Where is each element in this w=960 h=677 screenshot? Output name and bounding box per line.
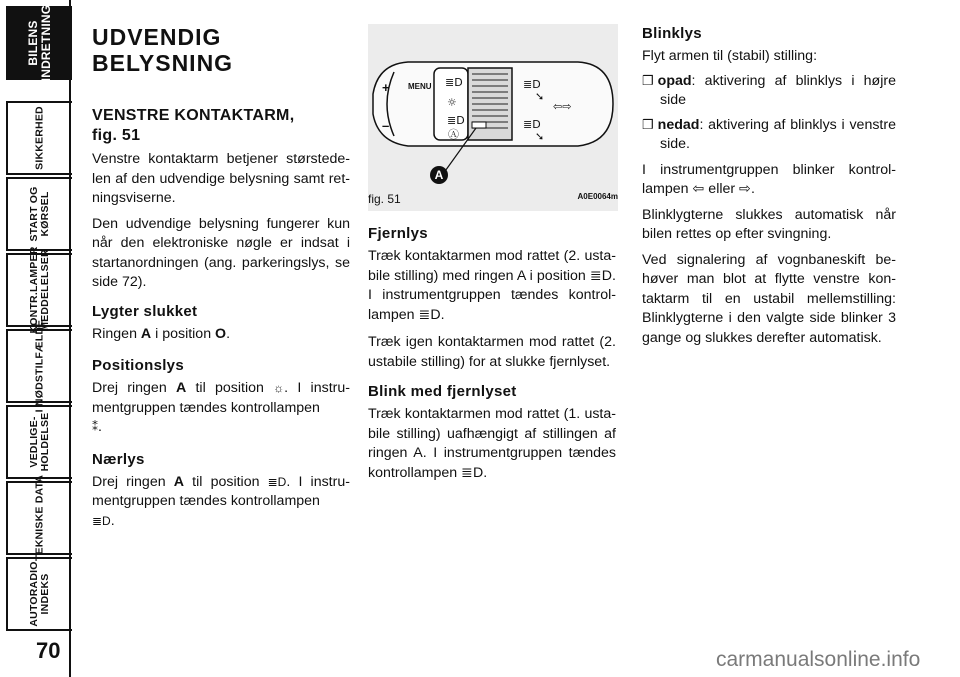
callout-a: A (430, 166, 448, 184)
heading-line: fig. 51 (92, 127, 141, 144)
column-middle (368, 224, 616, 483)
checkbox-bullet-icon: ❒ (642, 116, 654, 132)
tab-nodstilfaelde[interactable] (6, 319, 72, 413)
page-number: 70 (36, 638, 61, 663)
tab-label: AUTORADIO INDEKS (28, 561, 51, 627)
paragraph: Flyt armen til (stabil) stilling: (642, 48, 818, 64)
subheading: Fjernlys (368, 225, 428, 242)
svg-text:≣D: ≣D (523, 118, 541, 131)
tab-label: VEDLIGE- HOLDELSE (28, 412, 51, 472)
checkbox-bullet-icon: ❒ (642, 72, 654, 88)
figure-caption (368, 192, 618, 208)
subheading: Positionslys (92, 357, 184, 374)
tab-sikkerhed[interactable] (6, 101, 72, 175)
svg-text:Ⓐ: Ⓐ (448, 128, 459, 141)
tab-label: KONTR.LAMPER MEDDELELSER (28, 246, 51, 334)
tab-kontrollamper[interactable] (6, 246, 72, 334)
figure-51 (368, 24, 618, 211)
paragraph: Venstre kontaktarm betjener størstedelen af den udvendige belysning samt retningsviserne. (92, 151, 350, 206)
figure-code: A0E0064m (577, 192, 618, 201)
paragraph: Træk igen kontaktarmen mod rattet (2. ustabile stilling) for at slukke fjernlyset. (368, 334, 616, 370)
heading-line: VENSTRE KONTAKTARM, (92, 107, 295, 124)
tab-label: TEKNISKE DATA (33, 474, 46, 562)
paragraph: I instrumentgruppen blinker kontrollampen ⇦ eller ⇨. (642, 161, 896, 197)
tab-label: BILENS INDRETNING (26, 4, 53, 82)
paragraph: Træk kontaktarmen mod rattet (1. ustabile stilling) uafhængigt af stillingen af ringen A. I instrumentgruppen tændes kontrollampen ≣D. (368, 406, 616, 481)
low-beam-icon: ≣D (92, 513, 111, 528)
svg-text:≣D: ≣D (445, 76, 463, 89)
subheading: Blinklys (642, 25, 702, 42)
svg-text:☼: ☼ (447, 96, 457, 109)
paragraph: Drej ringen A til position ≣D. I instrumentgruppen tændes kontrollampen ≣D. (92, 473, 350, 532)
paragraph: Træk kontaktarmen mod rattet (2. ustabile stilling) med ringen A i position ≣D. I instrumentgruppen tændes kontrollampen ≣D. (368, 248, 616, 323)
column-right (642, 24, 896, 348)
bullet-item: ❒ nedad: aktivering af blinklys i venstre side. (642, 116, 896, 152)
paragraph: Ved signalering af vognbaneskift behøver man blot at flytte venstre kontaktarm til en ustabil mellemstilling: Blinklygterne i den valgte side blinker 3 gange og slukkes derefter automatisk. (642, 251, 896, 346)
column-left (92, 24, 350, 531)
bullet-item: ❒ opad: aktivering af blinklys i højre side (642, 72, 896, 108)
svg-text:≣D: ≣D (523, 78, 541, 91)
position-light-icon: ☼ (273, 381, 285, 395)
subheading: Nærlys (92, 450, 145, 468)
chapter-nav (0, 0, 74, 677)
tab-label: START OG KØRSEL (28, 186, 51, 242)
minus-label: – (382, 118, 390, 133)
stalk-illustration (368, 24, 618, 194)
svg-text:➘: ➘ (535, 90, 545, 103)
tab-label: I NØDSTILFÆLDE (33, 319, 46, 413)
title-line: BELYSNING (92, 50, 234, 76)
subheading: Blink med fjernlyset (368, 383, 517, 400)
tab-tekniske-data[interactable] (6, 474, 72, 562)
paragraph: Blinklygterne slukkes automatisk når bilen rettes op efter svingning. (642, 206, 896, 242)
svg-text:➘: ➘ (535, 130, 545, 143)
tab-label: SIKKERHED (33, 106, 46, 170)
paragraph: Ringen A i position O. (92, 325, 231, 342)
svg-text:⇦⇨: ⇦⇨ (553, 100, 572, 113)
tab-vedligeholdelse[interactable] (6, 405, 72, 479)
low-beam-icon: ≣D (267, 474, 287, 489)
paragraph: Drej ringen A til position ☼. I instrumentgruppen tændes kontrollampen ⁑. (92, 379, 350, 438)
tab-bilens-indretning[interactable] (6, 6, 72, 80)
svg-text:≣D: ≣D (447, 114, 465, 127)
page-title (92, 24, 350, 76)
watermark: carmanualsonline.info (716, 648, 921, 671)
tab-autoradio-indeks[interactable] (6, 557, 72, 631)
side-light-icon: ⁑ (92, 420, 98, 434)
subheading: Lygter slukket (92, 302, 198, 320)
paragraph: Den udvendige belysning fungerer kun når den elektroniske nøgle er indsat i startanordningen (ang. parkeringslys, se side 72). (92, 215, 350, 290)
tab-start-og-korsel[interactable] (6, 177, 72, 251)
title-line: UDVENDIG (92, 24, 222, 50)
plus-label: + (382, 80, 390, 95)
caption-text: fig. 51 (368, 192, 401, 206)
section-heading (92, 106, 350, 146)
menu-label: MENU (408, 82, 432, 91)
